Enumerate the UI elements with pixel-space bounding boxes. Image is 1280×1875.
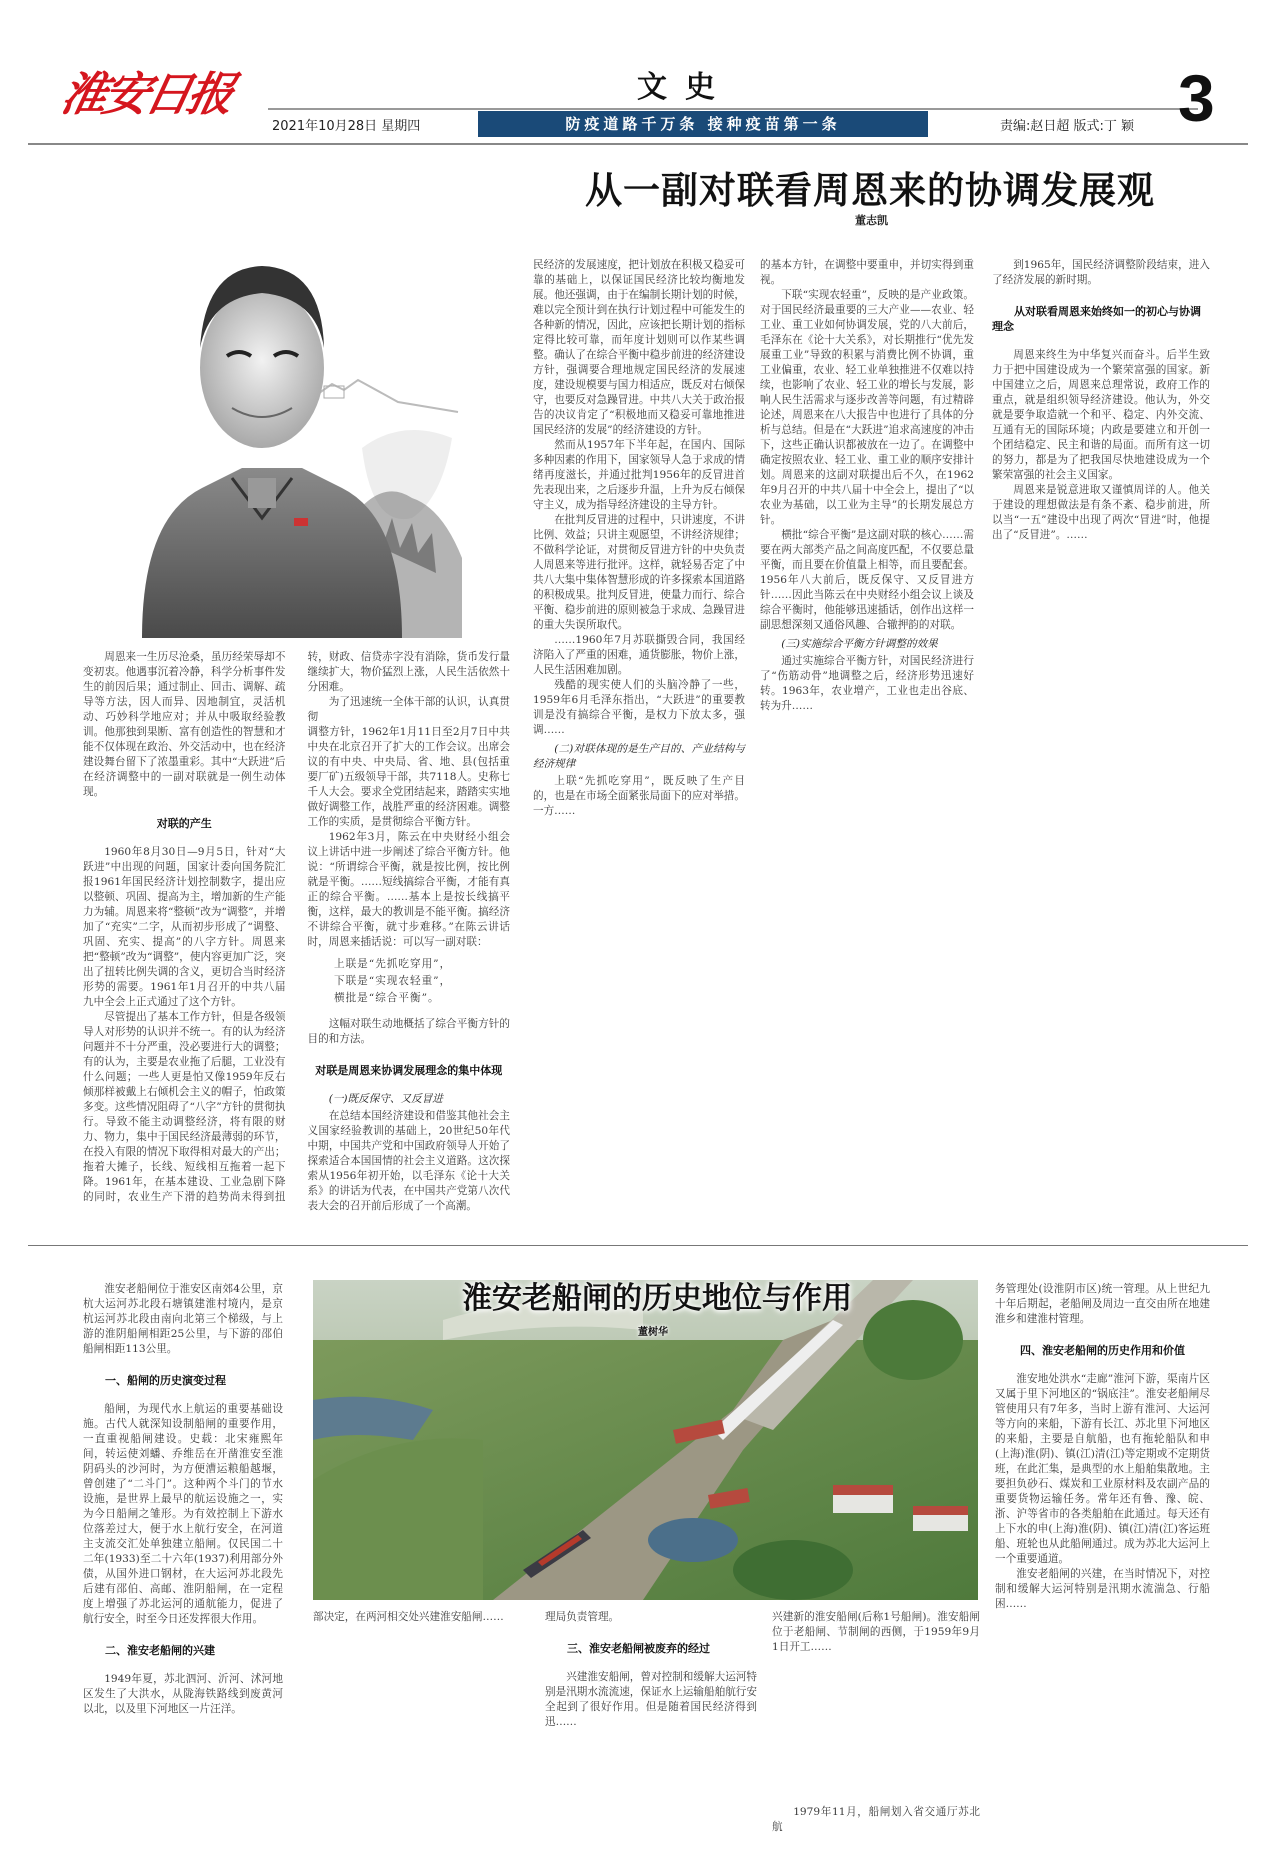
paragraph: 的基本方针，在调整中要重申，并切实得到重视。 — [760, 259, 974, 286]
section-title: 文史 — [637, 70, 733, 105]
article1-column-4 — [760, 258, 974, 714]
paragraph: 为了迅速统一全体干部的认识，认真贯彻 — [307, 696, 510, 723]
paragraph: 尽管提出了基本工作方针，但是各级领导人对形势的认识并不统一。有的认为经济问题并不十分严重，没必要进行大的调整；有的认为，主要是农业拖了后腿，工业没有什么问题；一些人更是怕又像1959年反右倾那样被戴上右倾机会主义的帽子，怕政策多变。这些情况阻碍了“八字”方针的贯彻执行。导致不能主动调整经济，将有限的财力、物力，集中于国民经济最薄弱的环节，在投入有限的情况下取得相对最大的产出；拖着大摊子，长线、短线相互拖着一起下降。1961年，在基本建设、工业急剧下降的同时，农业生产下滑的趋势尚未得到扭转，财政、信贷赤字没有消除，货币发行量继续扩大，物价猛烈上涨，人民生活依然十分困难。 — [83, 651, 510, 1203]
paragraph: 这幅对联生动地概括了综合平衡方针的目的和方法。 — [307, 1018, 510, 1045]
article1-columns-1-2 — [83, 650, 510, 1214]
paragraph: 1949年夏，苏北泗河、沂河、沭河地区发生了大洪水，从陇海铁路线到废黄河以北，以及里下河地区一片汪洋。 — [83, 1673, 283, 1715]
paragraph: 1979年11月，船闸划入省交通厅苏北航 — [772, 1806, 980, 1833]
newspaper-logo: 淮安日报 — [56, 67, 236, 121]
couplet — [334, 956, 510, 1007]
paragraph: 周恩来是锐意进取又谨慎周详的人。他关于建设的理想做法是有条不紊、稳步前进，所以当“一五”建设中出现了两次“冒进”时，他提出了“反冒进”。…… — [992, 484, 1210, 541]
paragraph: 兴建淮安船闸，曾对控制和缓解大运河特别是汛期水流流速，保证水上运输船舶航行安全起到了很好作用。但是随着国民经济得到迅…… — [545, 1671, 757, 1728]
header-divider — [268, 108, 1198, 110]
paragraph: 民经济的发展速度，把计划放在积极又稳妥可靠的基础上，以保证国民经济比较均衡地发展。他还强调，由于在编制长期计划的时候，难以完全预计到在执行计划过程中可能发生的各种新的情况，因此，应该把长期计划的指标定得比较可靠，而年度计划则可以作某些调整。确认了在综合平衡中稳步前进的经济建设方针，强调要合理地规定国民经济的发展速度，建设规模要与国力相适应，既反对右倾保守，也要反对急躁冒进。中共八大关于政治报告的决议肯定了“积极地而又稳妥可靠地推进国民经济的发展”的经济建设的方针。 — [533, 259, 745, 436]
article-author: 董志凯 — [855, 214, 888, 227]
paragraph: 上联“先抓吃穿用”，既反映了生产目的，也是在市场全面紧张局面下的应对举措。一方…… — [533, 775, 745, 817]
paragraph: 淮安老船闸的兴建，在当时情况下，对控制和缓解大运河特别是汛期水流湍急、行船困…… — [995, 1568, 1210, 1610]
section-heading: 二、淮安老船闸的兴建 — [105, 1644, 215, 1657]
section-heading: 一、船闸的历史演变过程 — [105, 1374, 226, 1387]
paragraph: 兴建新的淮安船闸(后称1号船闸)。淮安船闸位于老船闸、节制闸的西侧，于1959年9月1日开工…… — [772, 1611, 980, 1653]
article2-column-4 — [772, 1610, 980, 1835]
article1-column-3 — [533, 258, 745, 819]
section-heading: 四、淮安老船闸的历史作用和价值 — [1020, 1344, 1185, 1357]
article2-column-2 — [313, 1610, 528, 1625]
article2-column-5 — [995, 1282, 1210, 1612]
article-divider — [28, 1245, 1248, 1246]
article2-column-3 — [545, 1610, 757, 1730]
subsection-heading: (二)对联体现的是生产目的、产业结构与经济规律 — [533, 743, 745, 770]
paragraph: 1962年3月，陈云在中央财经小组会议上讲话中进一步阐述了综合平衡方针。他说：“所谓综合平衡，就是按比例，按比例就是平衡。……短线搞综合平衡，才能有真正的综合平衡。……基本上是按长线搞平衡，这样，最大的教训是不能平衡。搞经济不讲综合平衡，就寸步难移。”在陈云讲话时，周恩来插话说：可以写一副对联： — [307, 831, 510, 948]
section-heading: 三、淮安老船闸被废弃的经过 — [567, 1642, 710, 1655]
editor-credits: 责编:赵日超 版式:丁 颖 — [1000, 119, 1135, 134]
paragraph: 理局负责管理。 — [545, 1611, 620, 1623]
subsection-heading: (一)既反保守、又反冒进 — [328, 1093, 443, 1105]
paragraph: 周恩来一生历尽沧桑，虽历经荣辱却不变初衷。他遇事沉着冷静，科学分析事件发生的前因后果；通过制止、回击、调解、疏导等方法，因人而异、因地制宜，灵活机动、巧妙科学地应对；并从中吸取经验教训。他那独到果断、富有创造性的智慧和才能不仅体现在政治、外交活动中，也在经济建设舞台留下了浓墨重彩。其中“大跃进”后在经济调整中的一副对联就是一例生动体现。 — [83, 651, 286, 798]
section-heading: 从对联看周恩来始终如一的初心与协调理念 — [992, 305, 1201, 333]
couplet-horizontal-scroll: 横批是“综合平衡”。 — [334, 992, 440, 1004]
portrait-sketch-image — [62, 188, 462, 638]
paragraph: 船闸，为现代水上航运的重要基础设施。古代人就深知设制船闸的重要作用，一直重视船闸建设。史载：北宋雍熙年间，转运使刘蟠、乔维岳在开凿淮安至淮阴码头的沙河时，为方便漕运粮船越堰，曾创建了“二斗门”。这种两个斗门的节水设施，是世界上最早的航运设施之一，实为今日船闸之雏形。为有效控制上下游水位落差过大，便于水上航行安全，在河道主支流交汇处单独建立船闸。仅民国二十二年(1933)至二十六年(1937)利用部分外债，从国外进口钢材，在大运河苏北段先后建有邵伯、高邮、淮阴船闸，在一定程度上增强了苏北运河的通航能力，促进了航行安全，时至今日还发挥很大作用。 — [83, 1403, 283, 1625]
paragraph: 到1965年，国民经济调整阶段结束，进入了经济发展的新时期。 — [992, 259, 1210, 286]
paragraph: 然而从1957年下半年起，在国内、国际多种因素的作用下，国家领导人急于求成的情绪再度滋长，并通过批判1956年的反冒进首先表现出来，之后逐步升温，上升为反右倾保守主义，成为指导经济建设的主导方针。 — [533, 439, 745, 511]
couplet-lower-line: 下联是“实现农轻重”， — [334, 975, 452, 987]
page-number: 3 — [1178, 61, 1215, 135]
paragraph: 在总结本国经济建设和借鉴其他社会主义国家经验教训的基础上，20世纪50年代中期，中国共产党和中国政府领导人开始了探索适合本国国情的社会主义道路。这次探索从1956年初开始，以毛泽东《论十大关系》的讲话为代表，在中国共产党第八次代表大会的召开前后形成了一个高潮。 — [307, 1110, 510, 1212]
issue-date: 2021年10月28日 星期四 — [272, 119, 421, 134]
couplet-upper-line: 上联是“先抓吃穿用”， — [334, 958, 452, 970]
article-title: 淮安老船闸的历史地位与作用 — [462, 1281, 852, 1316]
article-title: 从一副对联看周恩来的协调发展观 — [585, 169, 1155, 212]
article1-column-2 — [308, 725, 511, 1214]
paragraph: 在批判反冒进的过程中，只讲速度，不讲比例、效益；只讲主观愿望，不讲经济规律；不做科学论证，对贯彻反冒进方针的中央负责人周恩来等进行批评。这样，就轻易否定了中共八大集中集体智慧形成的许多探索本国道路的积极成果。批判反冒进，使量力而行、综合平衡、稳步前进的原则被急于求成、急躁冒进的重大失误所取代。 — [533, 514, 745, 631]
paragraph: 下联“实现农轻重”，反映的是产业政策。对于国民经济最重要的三大产业——农业、轻工业、重工业如何协调发展，党的八大前后，毛泽东在《论十大关系》，对长期推行“优先发展重工业”导致的积累与消费比例不协调，重工业偏重，农业、轻工业单独推进不仅难以持续，也影响了农业、轻工业的增长与发展，影响人民生活需求与逐步改善等问题，有过精辟论述，周恩来在八大报告中也进行了具体的分析与总结。但是在“大跃进”追求高速度的冲击下，这些正确认识都被放在一边了。在调整中确定按照农业、轻工业、重工业的顺序安排计划。周恩来的这副对联提出后不久，在1962年9月召开的中共八届十中全会上，提出了“以农业为基础，以工业为主导”的长期发展总方针。 — [760, 289, 974, 526]
subsection-heading: (三)实施综合平衡方针调整的效果 — [781, 638, 938, 650]
article2-column-1 — [83, 1282, 283, 1717]
section-heading: 对联的产生 — [156, 817, 212, 830]
paragraph: 残酷的现实使人们的头脑冷静了一些，1959年6月毛泽东指出，“大跃进”的重要教训是没有搞综合平衡，是权力下放太多，强调…… — [533, 679, 745, 736]
article-author: 董树华 — [638, 1327, 668, 1338]
article1-column-5 — [992, 258, 1210, 543]
paragraph: 淮安地处洪水“走廊”淮河下游，渠南片区又属于里下河地区的“锅底洼”。淮安老船闸尽管使用只有7年多，当时上游有淮河、大运河等方向的来船，下游有长江、苏北里下河地区的来船，主要是自航船，也有拖轮船队和申(上海)淮(阴)、镇(江)清(江)等定期或不定期货班，在此汇集，是典型的水上船舶集散地。主要担负砂石、煤炭和工业原材料及农副产品的重要货物运输任务。常年还有鲁、豫、皖、浙、沪等省市的各类船舶在此通过。每天还有上下水的申(上海)淮(阴)、镇(江)清(江)客运班船、班轮也从此船闸通过。成为苏北大运河上一个重要通道。 — [995, 1373, 1210, 1565]
header-bottom-divider — [28, 143, 1248, 145]
slogan-banner: 防疫道路千万条 接种疫苗第一条 — [478, 111, 928, 137]
paragraph: 调整方针，1962年1月11日至2月7日中共中央在北京召开了扩大的工作会议。出席会议的有中央、中央局、省、地、县(包括重要厂矿)五级领导干部，共7118人。史称七千人大会。要求全党团结起来，踏踏实实地做好调整工作，战胜严重的经济困难。调整工作的实质，是贯彻综合平衡方针。 — [307, 726, 510, 828]
paragraph: 通过实施综合平衡方针，对国民经济进行了“伤筋动骨”地调整之后，经济形势迅速好转。1963年，农业增产，工业也走出谷底、转为升…… — [760, 655, 974, 712]
paragraph: 淮安老船闸位于淮安区南郊4公里，京杭大运河苏北段石塘镇建淮村境内，是京杭运河苏北段由南向北第三个梯级，与上游的淮阴船闸相距25公里，与下游的邵伯船闸相距113公里。 — [83, 1283, 283, 1355]
paragraph: 横批“综合平衡”是这副对联的核心……需要在两大部类产品之间高度匹配，不仅要总量平衡，而且要在价值量上相等，而且要配套。1956年八大前后，既反保守、又反冒进方针……因此当陈云在中央财经小组会议上谈及综合平衡时，他能够迅速插话，创作出这样一副思想深刻又通俗风趣、合辙押韵的对联。 — [760, 529, 974, 631]
paragraph: 周恩来终生为中华复兴而奋斗。后半生致力于把中国建设成为一个繁荣富强的国家。新中国建立之后，周恩来总理常说，政府工作的重点，就是组织领导经济建设。他认为，外交就是要争取造就一个和平、稳定、内外交流、互通有无的国际环境；内政是要建立和开创一个团结稳定、民主和谐的局面。而所有这一切的努力，都是为了把我国尽快地建设成为一个繁荣富强的社会主义国家。 — [992, 349, 1210, 481]
section-heading: 对联是周恩来协调发展理念的集中体现 — [315, 1064, 503, 1077]
paragraph: ……1960年7月苏联撕毁合同，我国经济陷入了严重的困难，通货膨胀，物价上涨，人民生活困难加剧。 — [533, 634, 745, 676]
paragraph: 部决定，在两河相交处兴建淮安船闸…… — [313, 1611, 504, 1623]
paragraph: 1960年8月30日—9月5日，针对“大跃进”中出现的问题，国家计委向国务院汇报1961年国民经济计划控制数字，提出应以整顿、巩固、提高为主，增加新的生产能力为辅。周恩来将“整顿”改为“调整”，并增加了“充实”二字，从而初步形成了“调整、巩固、充实、提高”的八字方针。周恩来把“整顿”改为“调整”，使内容更加广泛，突出了扭转比例失调的含义，更切合当时经济形势的需要。1961年1月召开的中共八届九中全会上正式通过了这个方针。 — [83, 846, 286, 1008]
paragraph: 务管理处(设淮阴市区)统一管理。从上世纪九十年后期起，老船闸及周边一直交由所在地建淮乡和建淮村管理。 — [995, 1283, 1210, 1325]
